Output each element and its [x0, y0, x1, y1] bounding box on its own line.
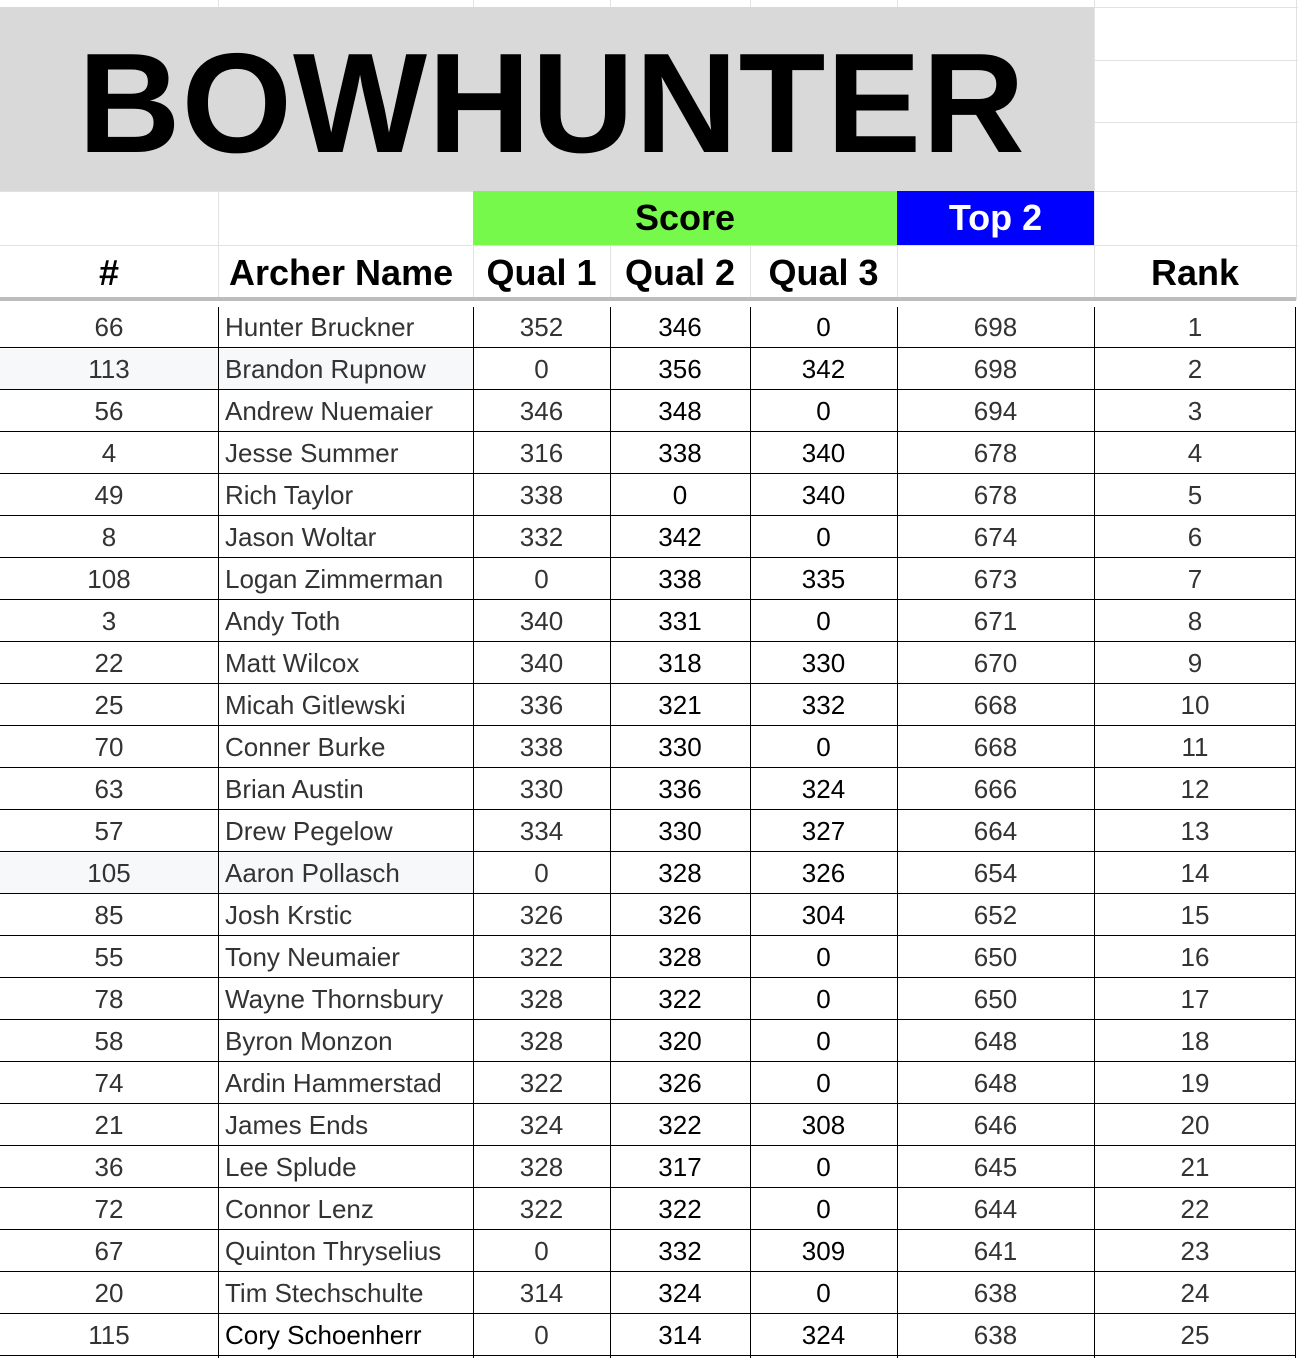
cell-archer-name[interactable]: Jesse Summer	[218, 433, 473, 474]
cell-qual-2[interactable]: 346	[610, 307, 750, 348]
cell-num[interactable]: 78	[0, 979, 218, 1020]
cell-top2[interactable]: 644	[897, 1189, 1094, 1230]
table-row	[0, 937, 1298, 979]
table-row	[0, 853, 1298, 895]
cell-rank[interactable]: 15	[1094, 895, 1296, 936]
cell-rank[interactable]: 1	[1094, 307, 1296, 348]
cell-qual-2[interactable]: 318	[610, 643, 750, 684]
cell-qual-1[interactable]: 338	[473, 475, 610, 516]
cell-top2[interactable]: 678	[897, 475, 1094, 516]
cell-qual-2[interactable]: 328	[610, 937, 750, 978]
cell-top2[interactable]: 698	[897, 349, 1094, 390]
table-row	[0, 559, 1298, 601]
column-border	[610, 307, 611, 1358]
cell-rank[interactable]: 19	[1094, 1063, 1296, 1104]
header-num[interactable]: #	[98, 252, 120, 293]
cell-qual-1[interactable]: 324	[473, 1105, 610, 1146]
title-cell[interactable]	[0, 7, 1094, 191]
cell-num[interactable]: 115	[0, 1315, 218, 1356]
cell-qual-3[interactable]: 304	[750, 895, 897, 936]
cell-qual-3[interactable]: 324	[750, 1315, 897, 1356]
gridline	[1296, 0, 1297, 300]
cell-qual-2[interactable]: 322	[610, 1189, 750, 1230]
cell-qual-3[interactable]: 0	[750, 1273, 897, 1314]
cell-top2[interactable]: 673	[897, 559, 1094, 600]
cell-num[interactable]: 20	[0, 1273, 218, 1314]
cell-qual-1[interactable]: 316	[473, 433, 610, 474]
column-border	[1295, 307, 1296, 1358]
cell-rank[interactable]: 6	[1094, 517, 1296, 558]
cell-num[interactable]: 21	[0, 1105, 218, 1146]
cell-qual-1[interactable]: 322	[473, 1063, 610, 1104]
cell-qual-2[interactable]: 322	[610, 1105, 750, 1146]
cell-rank[interactable]: 10	[1094, 685, 1296, 726]
gridline	[1094, 60, 1298, 61]
cell-qual-1[interactable]: 0	[473, 1231, 610, 1272]
gridline	[897, 0, 898, 7]
cell-archer-name[interactable]: Matt Wilcox	[218, 643, 473, 684]
cell-qual-3[interactable]: 0	[750, 1021, 897, 1062]
cell-num[interactable]: 25	[0, 685, 218, 726]
cell-qual-3[interactable]: 0	[750, 937, 897, 978]
cell-num[interactable]: 72	[0, 1189, 218, 1230]
cell-top2[interactable]: 648	[897, 1021, 1094, 1062]
cell-top2[interactable]: 650	[897, 937, 1094, 978]
cell-rank[interactable]: 18	[1094, 1021, 1296, 1062]
cell-qual-1[interactable]: 340	[473, 601, 610, 642]
table-row	[0, 349, 1298, 391]
cell-qual-2[interactable]: 331	[610, 601, 750, 642]
cell-top2[interactable]: 694	[897, 391, 1094, 432]
cell-archer-name[interactable]: Aaron Pollasch	[218, 853, 473, 894]
cell-qual-3[interactable]: 0	[750, 601, 897, 642]
cell-archer-name[interactable]: Micah Gitlewski	[218, 685, 473, 726]
gridline	[473, 0, 474, 7]
table-row	[0, 601, 1298, 643]
cell-num[interactable]: 113	[0, 349, 218, 390]
cell-rank[interactable]: 23	[1094, 1231, 1296, 1272]
cell-qual-3[interactable]: 327	[750, 811, 897, 852]
column-border	[473, 307, 474, 1358]
cell-rank[interactable]: 4	[1094, 433, 1296, 474]
cell-qual-3[interactable]: 340	[750, 475, 897, 516]
header-archer-name[interactable]: Archer Name	[229, 252, 454, 293]
cell-archer-name[interactable]: Ardin Hammerstad	[218, 1063, 473, 1104]
cell-num[interactable]: 63	[0, 769, 218, 810]
gridline	[1094, 122, 1298, 123]
cell-qual-1[interactable]: 328	[473, 979, 610, 1020]
cell-rank[interactable]: 16	[1094, 937, 1296, 978]
cell-qual-2[interactable]: 342	[610, 517, 750, 558]
column-border	[897, 307, 898, 1358]
cell-num[interactable]: 108	[0, 559, 218, 600]
cell-rank[interactable]: 7	[1094, 559, 1296, 600]
cell-qual-2[interactable]: 314	[610, 1315, 750, 1356]
cell-top2[interactable]: 645	[897, 1147, 1094, 1188]
cell-top2[interactable]: 646	[897, 1105, 1094, 1146]
cell-rank[interactable]: 25	[1094, 1315, 1296, 1356]
cell-qual-3[interactable]: 0	[750, 1063, 897, 1104]
table-row	[0, 307, 1298, 349]
cell-qual-3[interactable]: 0	[750, 1147, 897, 1188]
cell-qual-1[interactable]: 328	[473, 1147, 610, 1188]
cell-qual-2[interactable]: 348	[610, 391, 750, 432]
cell-num[interactable]: 3	[0, 601, 218, 642]
cell-num[interactable]: 8	[0, 517, 218, 558]
cell-top2[interactable]: 650	[897, 979, 1094, 1020]
table-row	[0, 1273, 1298, 1315]
cell-top2[interactable]: 652	[897, 895, 1094, 936]
cell-archer-name[interactable]: Cory Schoenherr	[218, 1315, 473, 1356]
cell-qual-3[interactable]: 326	[750, 853, 897, 894]
cell-top2[interactable]: 638	[897, 1315, 1094, 1356]
cell-qual-2[interactable]: 338	[610, 433, 750, 474]
cell-qual-3[interactable]: 0	[750, 727, 897, 768]
top2-banner[interactable]: Top 2	[897, 191, 1094, 245]
cell-archer-name[interactable]: James Ends	[218, 1105, 473, 1146]
cell-qual-1[interactable]: 332	[473, 517, 610, 558]
header-qual-2[interactable]: Qual 2	[624, 252, 736, 293]
cell-num[interactable]: 58	[0, 1021, 218, 1062]
table-row	[0, 475, 1298, 517]
cell-archer-name[interactable]: Rich Taylor	[218, 475, 473, 516]
table-row	[0, 1189, 1298, 1231]
cell-top2[interactable]: 670	[897, 643, 1094, 684]
gridline	[218, 0, 219, 7]
cell-rank[interactable]: 3	[1094, 391, 1296, 432]
table-row	[0, 433, 1298, 475]
cell-qual-3[interactable]: 0	[750, 517, 897, 558]
table-row	[0, 1147, 1298, 1189]
cell-qual-1[interactable]: 0	[473, 559, 610, 600]
cell-num[interactable]: 66	[0, 307, 218, 348]
table-row	[0, 727, 1298, 769]
cell-qual-2[interactable]: 317	[610, 1147, 750, 1188]
cell-rank[interactable]: 22	[1094, 1189, 1296, 1230]
cell-num[interactable]: 49	[0, 475, 218, 516]
table-row	[0, 643, 1298, 685]
cell-archer-name[interactable]: Brian Austin	[218, 769, 473, 810]
cell-num[interactable]: 22	[0, 643, 218, 684]
column-border	[750, 307, 751, 1358]
cell-qual-2[interactable]: 328	[610, 853, 750, 894]
header-qual-1[interactable]: Qual 1	[486, 252, 597, 293]
cell-top2[interactable]: 654	[897, 853, 1094, 894]
cell-qual-1[interactable]: 352	[473, 307, 610, 348]
header-rank[interactable]: Rank	[1150, 252, 1240, 293]
cell-qual-3[interactable]: 0	[750, 307, 897, 348]
cell-top2[interactable]: 664	[897, 811, 1094, 852]
cell-top2[interactable]: 668	[897, 685, 1094, 726]
cell-qual-1[interactable]: 0	[473, 853, 610, 894]
cell-qual-2[interactable]: 332	[610, 1231, 750, 1272]
cell-qual-1[interactable]: 328	[473, 1021, 610, 1062]
cell-top2[interactable]: 641	[897, 1231, 1094, 1272]
cell-qual-3[interactable]: 342	[750, 349, 897, 390]
cell-rank[interactable]: 2	[1094, 349, 1296, 390]
cell-archer-name[interactable]: Andy Toth	[218, 601, 473, 642]
cell-num[interactable]: 74	[0, 1063, 218, 1104]
cell-num[interactable]: 56	[0, 391, 218, 432]
cell-qual-1[interactable]: 330	[473, 769, 610, 810]
cell-archer-name[interactable]: Josh Krstic	[218, 895, 473, 936]
table-row	[0, 1105, 1298, 1147]
cell-qual-3[interactable]: 0	[750, 391, 897, 432]
cell-rank[interactable]: 5	[1094, 475, 1296, 516]
header-qual-3[interactable]: Qual 3	[768, 252, 879, 293]
cell-qual-3[interactable]: 324	[750, 769, 897, 810]
cell-top2[interactable]: 671	[897, 601, 1094, 642]
table-row	[0, 685, 1298, 727]
cell-top2[interactable]: 648	[897, 1063, 1094, 1104]
cell-qual-1[interactable]: 322	[473, 937, 610, 978]
cell-qual-1[interactable]: 340	[473, 643, 610, 684]
table-row	[0, 811, 1298, 853]
cell-top2[interactable]: 638	[897, 1273, 1094, 1314]
cell-qual-3[interactable]: 0	[750, 1189, 897, 1230]
cell-archer-name[interactable]: Brandon Rupnow	[218, 349, 473, 390]
cell-archer-name[interactable]: Conner Burke	[218, 727, 473, 768]
cell-qual-2[interactable]: 320	[610, 1021, 750, 1062]
cell-qual-3[interactable]: 340	[750, 433, 897, 474]
cell-qual-2[interactable]: 326	[610, 1063, 750, 1104]
cell-qual-2[interactable]: 336	[610, 769, 750, 810]
cell-qual-2[interactable]: 324	[610, 1273, 750, 1314]
column-border	[1094, 307, 1095, 1358]
table-row	[0, 1021, 1298, 1063]
cell-archer-name[interactable]: Lee Splude	[218, 1147, 473, 1188]
table-row	[0, 1315, 1298, 1357]
cell-qual-3[interactable]: 330	[750, 643, 897, 684]
score-banner[interactable]: Score	[473, 191, 897, 245]
cell-qual-3[interactable]: 309	[750, 1231, 897, 1272]
cell-num[interactable]: 105	[0, 853, 218, 894]
header-top2[interactable]	[897, 246, 1094, 300]
table-row	[0, 769, 1298, 811]
gridline	[610, 0, 611, 7]
cell-top2[interactable]: 666	[897, 769, 1094, 810]
cell-rank[interactable]: 8	[1094, 601, 1296, 642]
cell-qual-2[interactable]: 322	[610, 979, 750, 1020]
cell-archer-name[interactable]: Drew Pegelow	[218, 811, 473, 852]
cell-qual-1[interactable]: 326	[473, 895, 610, 936]
cell-num[interactable]: 85	[0, 895, 218, 936]
cell-rank[interactable]: 11	[1094, 727, 1296, 768]
table-row	[0, 391, 1298, 433]
cell-num[interactable]: 70	[0, 727, 218, 768]
cell-archer-name[interactable]: Tim Stechschulte	[218, 1273, 473, 1314]
table-row	[0, 517, 1298, 559]
cell-archer-name[interactable]: Andrew Nuemaier	[218, 391, 473, 432]
cell-num[interactable]: 55	[0, 937, 218, 978]
page-title: BOWHUNTER	[78, 24, 1026, 183]
cell-rank[interactable]: 12	[1094, 769, 1296, 810]
table-row	[0, 1231, 1298, 1273]
cell-rank[interactable]: 9	[1094, 643, 1296, 684]
table-row	[0, 895, 1298, 937]
cell-qual-2[interactable]: 326	[610, 895, 750, 936]
cell-rank[interactable]: 24	[1094, 1273, 1296, 1314]
cell-qual-2[interactable]: 330	[610, 727, 750, 768]
cell-top2[interactable]: 698	[897, 307, 1094, 348]
cell-qual-3[interactable]: 335	[750, 559, 897, 600]
cell-qual-1[interactable]: 338	[473, 727, 610, 768]
cell-qual-1[interactable]: 314	[473, 1273, 610, 1314]
gridline	[218, 191, 219, 301]
cell-archer-name[interactable]: Byron Monzon	[218, 1021, 473, 1062]
cell-archer-name[interactable]: Logan Zimmerman	[218, 559, 473, 600]
cell-rank[interactable]: 20	[1094, 1105, 1296, 1146]
cell-qual-1[interactable]: 334	[473, 811, 610, 852]
cell-archer-name[interactable]: Jason Woltar	[218, 517, 473, 558]
cell-qual-1[interactable]: 346	[473, 391, 610, 432]
cell-top2[interactable]: 674	[897, 517, 1094, 558]
cell-archer-name[interactable]: Quinton Thryselius	[218, 1231, 473, 1272]
cell-num[interactable]: 67	[0, 1231, 218, 1272]
cell-num[interactable]: 36	[0, 1147, 218, 1188]
cell-rank[interactable]: 17	[1094, 979, 1296, 1020]
cell-qual-1[interactable]: 322	[473, 1189, 610, 1230]
cell-rank[interactable]: 21	[1094, 1147, 1296, 1188]
cell-qual-3[interactable]: 308	[750, 1105, 897, 1146]
cell-num[interactable]: 57	[0, 811, 218, 852]
cell-top2[interactable]: 678	[897, 433, 1094, 474]
cell-qual-2[interactable]: 338	[610, 559, 750, 600]
table-body	[0, 307, 1298, 1357]
cell-num[interactable]: 4	[0, 433, 218, 474]
cell-archer-name[interactable]: Wayne Thornsbury	[218, 979, 473, 1020]
cell-qual-1[interactable]: 0	[473, 1315, 610, 1356]
cell-rank[interactable]: 14	[1094, 853, 1296, 894]
table-row	[0, 1063, 1298, 1105]
column-border	[218, 307, 219, 1358]
cell-qual-2[interactable]: 330	[610, 811, 750, 852]
cell-qual-1[interactable]: 0	[473, 349, 610, 390]
cell-archer-name[interactable]: Tony Neumaier	[218, 937, 473, 978]
cell-qual-2[interactable]: 321	[610, 685, 750, 726]
table-row	[0, 979, 1298, 1021]
cell-qual-1[interactable]: 336	[473, 685, 610, 726]
cell-qual-2[interactable]: 356	[610, 349, 750, 390]
cell-qual-2[interactable]: 0	[610, 475, 750, 516]
cell-qual-3[interactable]: 0	[750, 979, 897, 1020]
gridline	[750, 0, 751, 7]
cell-qual-3[interactable]: 332	[750, 685, 897, 726]
cell-top2[interactable]: 668	[897, 727, 1094, 768]
cell-archer-name[interactable]: Connor Lenz	[218, 1189, 473, 1230]
cell-archer-name[interactable]: Hunter Bruckner	[218, 307, 473, 348]
header-divider	[0, 297, 1296, 301]
cell-rank[interactable]: 13	[1094, 811, 1296, 852]
